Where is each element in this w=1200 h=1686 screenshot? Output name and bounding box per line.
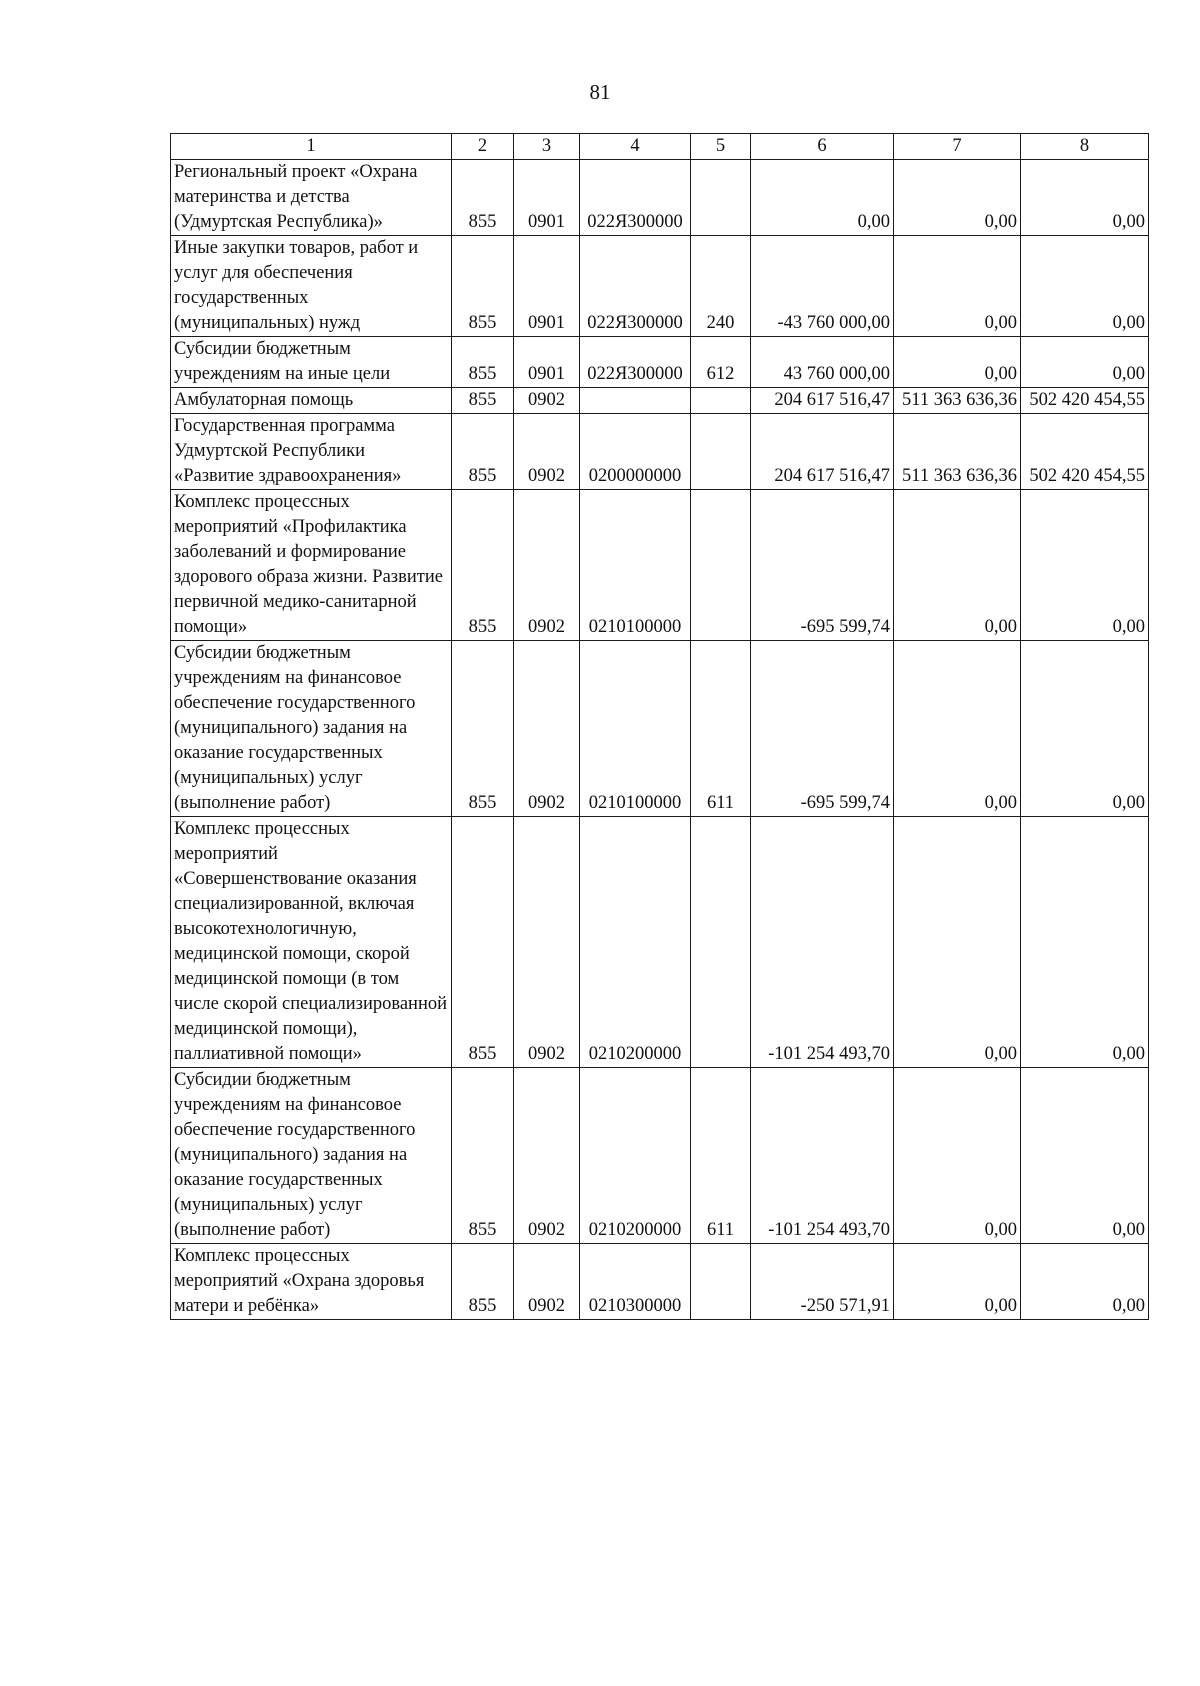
row-code-2: 855 (452, 1244, 514, 1320)
row-value-8: 0,00 (1021, 1244, 1149, 1320)
row-code-5 (691, 388, 751, 414)
table-row (171, 388, 1149, 414)
row-code-3: 0901 (514, 337, 580, 388)
row-value-7: 0,00 (894, 236, 1021, 337)
row-code-4: 0210100000 (580, 641, 691, 817)
row-name: Субсидии бюджетным учреждениям на финансовое обеспечение государственного (муниципального) задания на оказание государственных (муниципальных) услуг (выполнение работ) (171, 641, 452, 817)
table-row (171, 490, 1149, 641)
row-value-7: 511 363 636,36 (894, 414, 1021, 490)
row-value-8: 0,00 (1021, 337, 1149, 388)
header-cell: 2 (452, 134, 514, 160)
row-code-2: 855 (452, 160, 514, 236)
row-code-3: 0902 (514, 641, 580, 817)
row-name: Комплекс процессных мероприятий «Охрана здоровья матери и ребёнка» (171, 1244, 452, 1320)
row-code-5 (691, 414, 751, 490)
row-value-7: 511 363 636,36 (894, 388, 1021, 414)
row-name: Комплекс процессных мероприятий «Совершенствование оказания специализированной, включая высокотехнологичную, медицинской помощи, скорой медицинской помощи (в том числе скорой специализированной медицинской помощи), паллиативной помощи» (171, 817, 452, 1068)
row-value-6: -101 254 493,70 (751, 817, 894, 1068)
row-value-7: 0,00 (894, 337, 1021, 388)
row-code-4: 0210200000 (580, 1068, 691, 1244)
row-code-4: 0210300000 (580, 1244, 691, 1320)
row-value-8: 0,00 (1021, 641, 1149, 817)
row-code-5: 611 (691, 1068, 751, 1244)
row-value-8: 502 420 454,55 (1021, 414, 1149, 490)
row-code-4: 0210200000 (580, 817, 691, 1068)
row-code-3: 0901 (514, 236, 580, 337)
row-value-6: -43 760 000,00 (751, 236, 894, 337)
row-value-6: 0,00 (751, 160, 894, 236)
row-name: Иные закупки товаров, работ и услуг для обеспечения государственных (муниципальных) нужд (171, 236, 452, 337)
row-code-2: 855 (452, 414, 514, 490)
row-code-4: 022Я300000 (580, 160, 691, 236)
row-name: Региональный проект «Охрана материнства и детства (Удмуртская Республика)» (171, 160, 452, 236)
header-cell: 5 (691, 134, 751, 160)
header-row (171, 134, 1149, 160)
row-code-5 (691, 490, 751, 641)
row-value-8: 0,00 (1021, 160, 1149, 236)
row-code-4: 0210100000 (580, 490, 691, 641)
row-value-8: 0,00 (1021, 236, 1149, 337)
row-code-5: 240 (691, 236, 751, 337)
row-code-4: 022Я300000 (580, 337, 691, 388)
row-code-5 (691, 160, 751, 236)
header-cell: 4 (580, 134, 691, 160)
row-code-2: 855 (452, 388, 514, 414)
table-row (171, 817, 1149, 1068)
header-cell: 7 (894, 134, 1021, 160)
row-value-8: 502 420 454,55 (1021, 388, 1149, 414)
row-value-7: 0,00 (894, 817, 1021, 1068)
row-value-7: 0,00 (894, 641, 1021, 817)
row-value-7: 0,00 (894, 490, 1021, 641)
row-name: Амбулаторная помощь (171, 388, 452, 414)
row-value-6: -695 599,74 (751, 490, 894, 641)
row-code-3: 0901 (514, 160, 580, 236)
row-code-4: 022Я300000 (580, 236, 691, 337)
row-code-3: 0902 (514, 1068, 580, 1244)
row-value-7: 0,00 (894, 160, 1021, 236)
row-value-6: 204 617 516,47 (751, 414, 894, 490)
table-row (171, 236, 1149, 337)
row-code-2: 855 (452, 1068, 514, 1244)
row-code-2: 855 (452, 236, 514, 337)
row-value-6: -101 254 493,70 (751, 1068, 894, 1244)
row-value-6: 43 760 000,00 (751, 337, 894, 388)
row-code-5 (691, 817, 751, 1068)
row-code-3: 0902 (514, 1244, 580, 1320)
row-value-8: 0,00 (1021, 817, 1149, 1068)
table-row (171, 641, 1149, 817)
row-value-8: 0,00 (1021, 1068, 1149, 1244)
row-name: Субсидии бюджетным учреждениям на финансовое обеспечение государственного (муниципального) задания на оказание государственных (муниципальных) услуг (выполнение работ) (171, 1068, 452, 1244)
row-code-2: 855 (452, 490, 514, 641)
row-code-2: 855 (452, 817, 514, 1068)
row-code-4 (580, 388, 691, 414)
row-code-4: 0200000000 (580, 414, 691, 490)
row-code-3: 0902 (514, 490, 580, 641)
row-value-8: 0,00 (1021, 490, 1149, 641)
row-code-5: 612 (691, 337, 751, 388)
row-value-6: -250 571,91 (751, 1244, 894, 1320)
header-cell: 8 (1021, 134, 1149, 160)
table-row (171, 337, 1149, 388)
row-code-2: 855 (452, 641, 514, 817)
row-name: Субсидии бюджетным учреждениям на иные цели (171, 337, 452, 388)
row-value-7: 0,00 (894, 1068, 1021, 1244)
row-value-7: 0,00 (894, 1244, 1021, 1320)
row-name: Государственная программа Удмуртской Республики «Развитие здравоохранения» (171, 414, 452, 490)
row-code-5: 611 (691, 641, 751, 817)
page-number: 81 (589, 80, 611, 104)
row-name: Комплекс процессных мероприятий «Профилактика заболеваний и формирование здорового образа жизни. Развитие первичной медико-санитарной помощи» (171, 490, 452, 641)
table-row (171, 414, 1149, 490)
row-value-6: 204 617 516,47 (751, 388, 894, 414)
row-code-2: 855 (452, 337, 514, 388)
row-code-3: 0902 (514, 414, 580, 490)
table-row (171, 160, 1149, 236)
table-row (171, 1244, 1149, 1320)
header-cell: 3 (514, 134, 580, 160)
row-value-6: -695 599,74 (751, 641, 894, 817)
row-code-3: 0902 (514, 388, 580, 414)
header-cell: 1 (171, 134, 452, 160)
header-cell: 6 (751, 134, 894, 160)
table-row (171, 1068, 1149, 1244)
budget-table (170, 133, 1149, 1320)
row-code-5 (691, 1244, 751, 1320)
row-code-3: 0902 (514, 817, 580, 1068)
